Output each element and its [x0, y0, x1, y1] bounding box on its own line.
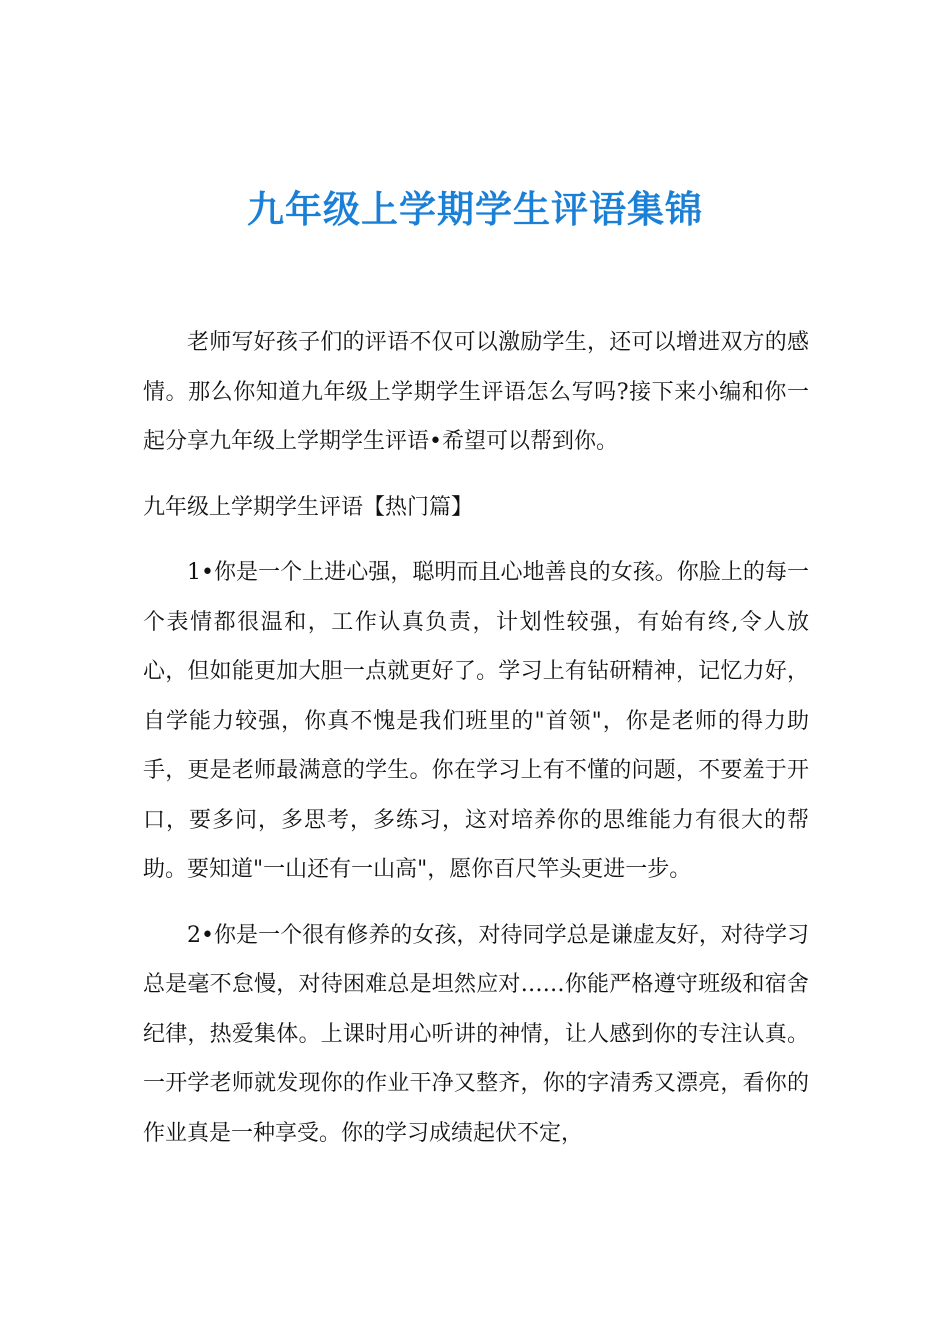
comment-item-1: 1•你是一个上进心强，聪明而且心地善良的女孩。你脸上的每一个表情都很温和，工作认真负责，计划性较强，有始有终,令人放心，但如能更加大胆一点就更好了。学习上有钻研精神，记忆力好，自学能力较强，你真不愧是我们班里的"首领"，你是老师的得力助手，更是老师最满意的学生。你在学习上有不懂的问题，不要羞于开口，要多问，多思考，多练习，这对培养你的思维能力有很大的帮助。要知道"一山还有一山高"，愿你百尺竿头更进一步。: [143, 560, 809, 882]
document-body: [143, 318, 809, 1174]
comment-item-2: 2•你是一个很有修养的女孩，对待同学总是谦虚友好，对待学习总是毫不怠慢，对待困难总是坦然应对……你能严格遵守班级和宿舍纪律，热爱集体。上课时用心听讲的神情，让人感到你的专注认真。一开学老师就发现你的作业干净又整齐，你的字清秀又漂亮，看你的作业真是一种享受。你的学习成绩起伏不定，: [143, 922, 809, 1146]
document-title: 九年级上学期学生评语集锦: [247, 188, 703, 231]
intro-paragraph: 老师写好孩子们的评语不仅可以激励学生，还可以增进双方的感情。那么你知道九年级上学期学生评语怎么写吗?接下来小编和你一起分享九年级上学期学生评语•希望可以帮到你。: [143, 330, 809, 454]
section-heading: 九年级上学期学生评语【热门篇】: [143, 494, 474, 520]
